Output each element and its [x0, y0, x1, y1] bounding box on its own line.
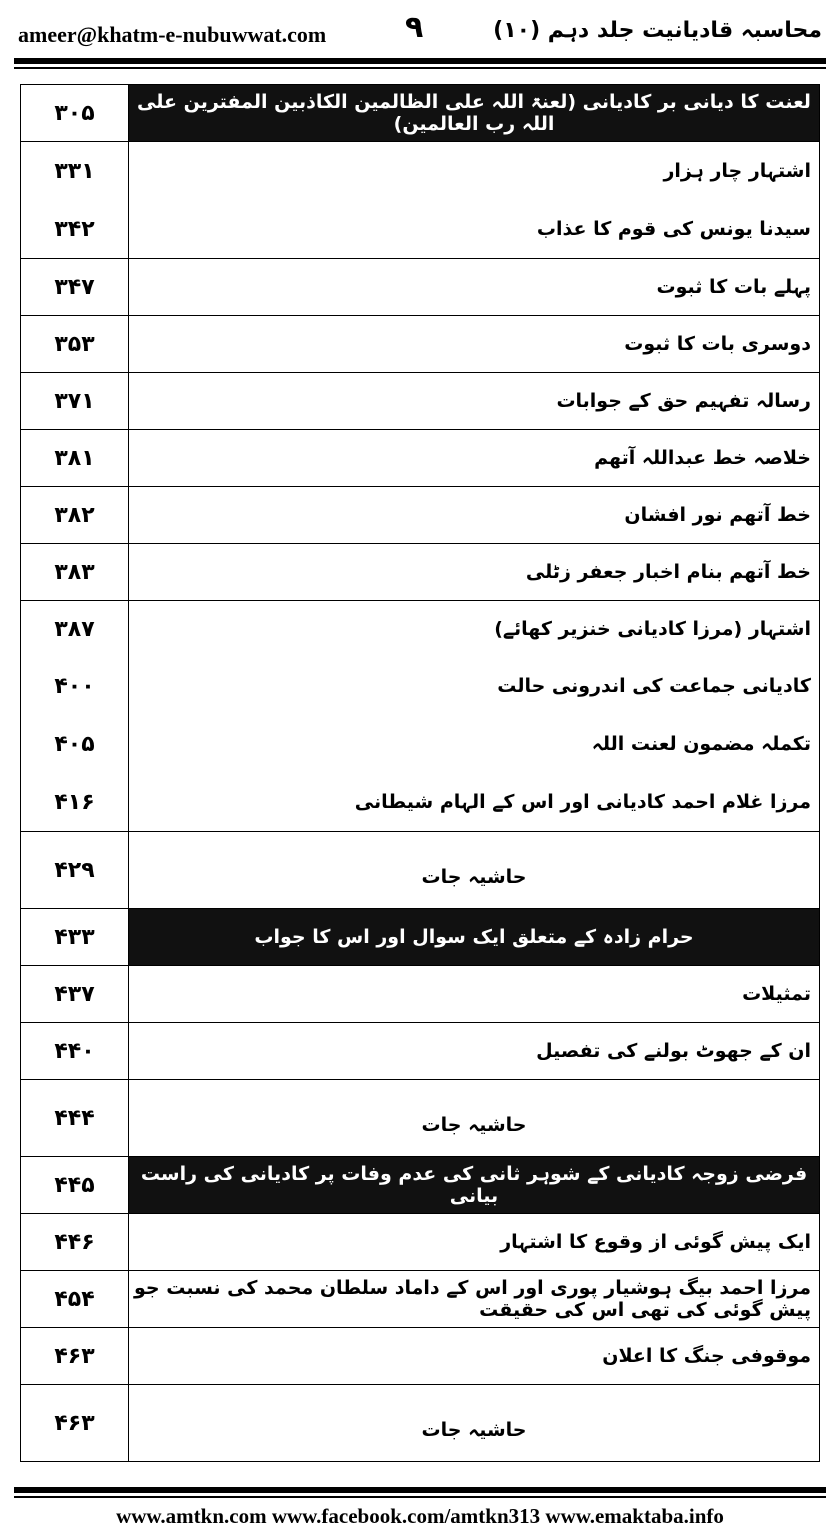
page-header [0, 0, 840, 60]
toc-section-heading: لعنت کا دیانی بر کادیانی (لعنۃ اللہ علی الظالمین الکاذبین المفترین علی اللہ رب العالمین) [129, 85, 820, 142]
toc-page-number: ۳۸۲ [21, 487, 129, 544]
toc-page-number: ۳۰۵ [21, 85, 129, 142]
toc-page-number: ۴۴۰ [21, 1023, 129, 1080]
footer-rule-thin [14, 1496, 826, 1498]
table-row [21, 1214, 820, 1271]
table-row [21, 601, 820, 658]
table-row [21, 909, 820, 966]
toc-page-number: ۴۰۰ [21, 657, 129, 715]
header-email: ameer@khatm-e-nubuwwat.com [18, 22, 327, 47]
toc-page-number: ۳۸۳ [21, 544, 129, 601]
toc-entry-title: موقوفی جنگ کا اعلان [129, 1328, 820, 1385]
toc-page-number: ۴۰۵ [21, 715, 129, 773]
toc-page-number: ۴۶۳ [21, 1328, 129, 1385]
toc-entry-title: رسالہ تفہیم حق کے جوابات [129, 373, 820, 430]
table-row [21, 1157, 820, 1214]
table-row [21, 1271, 820, 1328]
header-rule-thick [14, 58, 826, 64]
toc-page-number: ۳۸۷ [21, 601, 129, 658]
toc-entry-title: خط آتھم نور افشان [129, 487, 820, 544]
toc-page-number: ۳۳۱ [21, 142, 129, 201]
table-row [21, 430, 820, 487]
toc-page-number: ۴۴۵ [21, 1157, 129, 1214]
table-row [21, 200, 820, 259]
toc-entry-title: حاشیہ جات [129, 832, 820, 909]
toc-entry-title: ایک پیش گوئی از وقوع کا اشتہار [129, 1214, 820, 1271]
toc-entry-title: کادیانی جماعت کی اندرونی حالت [129, 657, 820, 715]
toc-entry-title: سیدنا یونس کی قوم کا عذاب [129, 200, 820, 259]
toc-section-heading: فرضی زوجہ کادیانی کے شوہر ثانی کی عدم وفات پر کادیانی کی راست بیانی [129, 1157, 820, 1214]
table-row [21, 1080, 820, 1157]
footer-rule-thick [14, 1487, 826, 1493]
toc-page-number: ۴۴۶ [21, 1214, 129, 1271]
toc-page-number: ۴۱۶ [21, 773, 129, 832]
toc-page-number: ۴۵۴ [21, 1271, 129, 1328]
table-row [21, 142, 820, 201]
table-row [21, 773, 820, 832]
table-row [21, 1328, 820, 1385]
table-row [21, 487, 820, 544]
toc-page-number: ۳۴۷ [21, 259, 129, 316]
toc-entry-title: اشتہار (مرزا کادیانی خنزیر کھائے) [129, 601, 820, 658]
table-of-contents [20, 84, 820, 1462]
toc-section-heading: حرام زادہ کے متعلق ایک سوال اور اس کا جواب [129, 909, 820, 966]
toc-entry-title: خط آتھم بنام اخبار جعفر زٹلی [129, 544, 820, 601]
toc-entry-title: پہلے بات کا ثبوت [129, 259, 820, 316]
toc-entry-title: اشتہار چار ہزار [129, 142, 820, 201]
toc-page-number: ۴۳۳ [21, 909, 129, 966]
toc-page-number: ۳۸۱ [21, 430, 129, 487]
table-row [21, 1023, 820, 1080]
header-rule-thin [14, 67, 826, 69]
table-row [21, 715, 820, 773]
toc-page-number: ۴۶۳ [21, 1385, 129, 1462]
toc-entry-title: تمثیلات [129, 966, 820, 1023]
toc-entry-title: مرزا غلام احمد کادیانی اور اس کے الہام شیطانی [129, 773, 820, 832]
toc-entry-title: مرزا احمد بیگ ہوشیار پوری اور اس کے داماد سلطان محمد کی نسبت جو پیش گوئی کی تھی اس کی حقیقت [129, 1271, 820, 1328]
table-row [21, 832, 820, 909]
toc-entry-title: ان کے جھوٹ بولنے کی تفصیل [129, 1023, 820, 1080]
toc-entry-title: حاشیہ جات [129, 1080, 820, 1157]
toc-entry-title: دوسری بات کا ثبوت [129, 316, 820, 373]
table-row [21, 1385, 820, 1462]
toc-page-number: ۳۵۳ [21, 316, 129, 373]
book-title: محاسبہ قادیانیت جلد دہم (۱۰) [493, 18, 822, 43]
table-row [21, 657, 820, 715]
table-row [21, 316, 820, 373]
table-row [21, 85, 820, 142]
table-row [21, 544, 820, 601]
toc-entry-title: حاشیہ جات [129, 1385, 820, 1462]
page-number: ۹ [405, 10, 424, 45]
footer-links: www.amtkn.com www.facebook.com/amtkn313 www.emaktaba.info [116, 1504, 724, 1528]
toc-page-number: ۳۷۱ [21, 373, 129, 430]
toc-page-number: ۴۴۴ [21, 1080, 129, 1157]
table-row [21, 373, 820, 430]
toc-page-number: ۴۳۷ [21, 966, 129, 1023]
toc-entry-title: تکملہ مضمون لعنت اللہ [129, 715, 820, 773]
toc-page-number: ۴۲۹ [21, 832, 129, 909]
toc-entry-title: خلاصہ خط عبداللہ آتھم [129, 430, 820, 487]
table-row [21, 259, 820, 316]
toc-page-number: ۳۴۲ [21, 200, 129, 259]
table-row [21, 966, 820, 1023]
